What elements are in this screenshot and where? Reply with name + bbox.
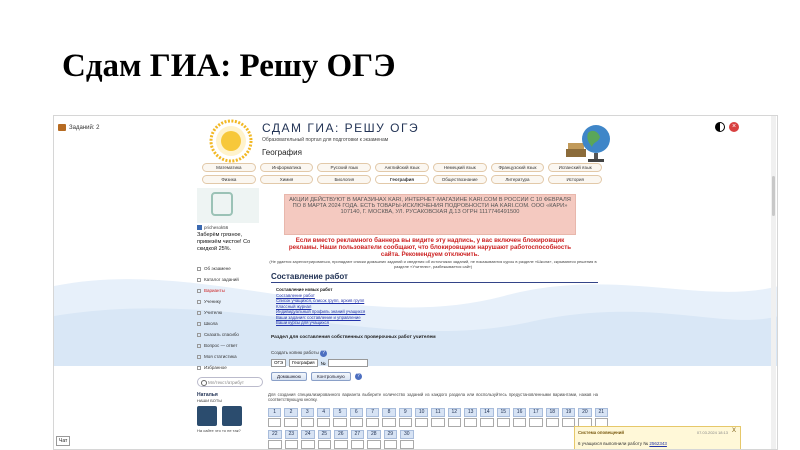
task-count-input[interactable]: [334, 440, 348, 449]
task-cell: [384, 430, 398, 450]
task-count-input[interactable]: [350, 418, 363, 427]
tasks-label: Заданий: 2: [69, 124, 100, 131]
tab-subject[interactable]: Русский язык: [317, 163, 371, 172]
subject-tabs: [202, 163, 602, 187]
task-cell: [334, 430, 348, 450]
task-count-input[interactable]: [513, 418, 526, 427]
link-item[interactable]: Классный журнал: [276, 303, 312, 309]
link-item[interactable]: Ваши задания: составление и управление: [276, 314, 361, 320]
task-count-input[interactable]: [317, 418, 330, 427]
task-cell: [578, 408, 591, 428]
instructions-note: Для создания специализированного варианта выберите количество заданий из каждого раздела или воспользуйтесь предустановленными вариантами, нажав на соответствующую кнопку.: [268, 392, 598, 402]
vk-icon: [197, 225, 202, 230]
number-label: №: [320, 360, 326, 366]
task-cell: [284, 408, 297, 428]
task-cell: [480, 408, 493, 428]
task-count-input[interactable]: [546, 418, 559, 427]
checkbox-icon: [197, 289, 201, 293]
browser-screenshot: [53, 115, 778, 450]
sidebar-item-label: Школа: [204, 321, 218, 326]
task-number-button[interactable]: 19: [562, 408, 575, 417]
task-cell: [350, 408, 363, 428]
task-count-input[interactable]: [384, 440, 398, 449]
adblock-warning: Если вместо рекламного баннера вы видите эту надпись, у вас включен блокировщик рекламы. Наши пользователи сообщают, что блокировщики нарушают работоспособность сайта. Рекомендуем отключить.: [288, 237, 572, 258]
homework-button[interactable]: Домашнюю: [271, 372, 307, 381]
bot-avatar[interactable]: [197, 406, 217, 426]
site-subtitle: Образовательный портал для подготовки к экзаменам: [262, 137, 389, 143]
task-number-button[interactable]: 11: [431, 408, 444, 417]
task-count-input[interactable]: [285, 440, 299, 449]
notification-link[interactable]: 2562343: [649, 441, 667, 446]
task-count-input[interactable]: [448, 418, 461, 427]
tab-subject[interactable]: Испанский язык: [548, 163, 602, 172]
promo-text[interactable]: Заберём грязное, привезём чистое! Со скидкой 25%.: [197, 232, 251, 252]
sidebar-item[interactable]: [197, 318, 263, 329]
notification-time: 07.03.2024 18:13: [696, 430, 728, 435]
current-subject: География: [262, 148, 302, 157]
create-label-row: [271, 350, 327, 357]
slide-title: Сдам ГИА: Решу ОГЭ: [62, 48, 396, 84]
task-cell: [285, 430, 299, 450]
task-number-button[interactable]: 22: [268, 430, 282, 439]
task-number-button[interactable]: 27: [351, 430, 365, 439]
task-cell: [318, 430, 332, 450]
task-cell: [366, 408, 379, 428]
create-label: Создать копию работы: [271, 350, 319, 355]
task-count-input[interactable]: [301, 418, 314, 427]
task-number-button[interactable]: 25: [318, 430, 332, 439]
work-number-input[interactable]: [328, 359, 368, 367]
checkbox-icon: [197, 278, 201, 282]
checkbox-icon: [197, 311, 201, 315]
checkbox-icon: [197, 355, 201, 359]
sidebar-item-label: Вопрос — ответ: [204, 343, 238, 348]
sidebar-item-label: Варианты: [204, 288, 225, 293]
sidebar-item-label: Сказать спасибо: [204, 332, 239, 337]
task-count-input[interactable]: [497, 418, 510, 427]
task-number-button[interactable]: 24: [301, 430, 315, 439]
search-input[interactable]: Мл/текст/атрибут: [197, 377, 263, 387]
task-number-button[interactable]: 12: [448, 408, 461, 417]
task-cell: [448, 408, 461, 428]
sidebar-item[interactable]: [197, 285, 263, 296]
task-count-input[interactable]: [318, 440, 332, 449]
task-cell: [415, 408, 428, 428]
bot-avatar[interactable]: [222, 406, 242, 426]
sidebar-item[interactable]: [197, 340, 263, 351]
link-item[interactable]: Составление работ: [276, 292, 315, 298]
bots-label: НАШИ БОТЫ: [197, 398, 222, 403]
task-cell: [497, 408, 510, 428]
task-number-button[interactable]: 15: [497, 408, 510, 417]
checkbox-icon: [197, 333, 201, 337]
notification-title: Система оповещений: [578, 430, 624, 435]
task-number-button[interactable]: 18: [546, 408, 559, 417]
tab-subject[interactable]: Обществознание: [433, 175, 487, 184]
exam-select[interactable]: ОГЭ: [271, 359, 286, 367]
tab-subject[interactable]: Информатика: [260, 163, 314, 172]
tab-subject[interactable]: Французский язык: [491, 163, 545, 172]
task-count-input[interactable]: [301, 440, 315, 449]
task-cell: [529, 408, 542, 428]
task-count-input[interactable]: [268, 418, 281, 427]
task-number-button[interactable]: 6: [350, 408, 363, 417]
feedback-link[interactable]: На сайте что то не так?: [197, 428, 241, 433]
task-number-button[interactable]: 10: [415, 408, 428, 417]
task-count-input[interactable]: [351, 440, 365, 449]
task-cell: [367, 430, 381, 450]
user-name[interactable]: Наталья: [197, 392, 218, 398]
task-number-button[interactable]: 13: [464, 408, 477, 417]
task-count-input[interactable]: [367, 440, 381, 449]
sidebar-item[interactable]: [197, 296, 263, 307]
task-cell: [400, 430, 414, 450]
sidebar-item-label: Избранное: [204, 365, 227, 370]
task-cell: [546, 408, 559, 428]
task-count-input[interactable]: [284, 418, 297, 427]
task-number-button[interactable]: 20: [578, 408, 591, 417]
task-count-input[interactable]: [268, 440, 282, 449]
close-icon[interactable]: ×: [729, 122, 739, 132]
task-cell: [513, 408, 526, 428]
briefcase-icon: [58, 124, 66, 131]
task-number-button[interactable]: 30: [400, 430, 414, 439]
task-count-input[interactable]: [333, 418, 346, 427]
notification-body: [578, 441, 667, 446]
sidebar-item[interactable]: [197, 307, 263, 318]
task-count-input[interactable]: [399, 418, 412, 427]
task-count-input[interactable]: [529, 418, 542, 427]
checkbox-icon: [197, 344, 201, 348]
notification-popup: [574, 426, 741, 450]
help-icon[interactable]: ?: [320, 350, 327, 357]
task-number-button[interactable]: 14: [480, 408, 493, 417]
task-count-input[interactable]: [400, 440, 414, 449]
tasks-counter[interactable]: [58, 124, 100, 131]
promo-username: prichesok56: [204, 225, 229, 230]
task-number-button[interactable]: 4: [317, 408, 330, 417]
sidebar-item[interactable]: [197, 362, 263, 373]
tab-subject[interactable]: Физика: [202, 175, 256, 184]
control-work-button[interactable]: Контрольную: [311, 372, 351, 381]
task-count-input[interactable]: [382, 418, 395, 427]
task-count-input[interactable]: [431, 418, 444, 427]
teacher-heading: Раздел для составления собственных проверочных работ учителем: [271, 335, 436, 340]
task-number-button[interactable]: 1: [268, 408, 281, 417]
subject-select[interactable]: География: [289, 359, 317, 367]
task-number-button[interactable]: 16: [513, 408, 526, 417]
sidebar-item[interactable]: [197, 263, 263, 274]
task-number-grid: [268, 408, 608, 450]
task-count-input[interactable]: [464, 418, 477, 427]
contrast-icon[interactable]: [715, 122, 725, 132]
promo-banner[interactable]: [197, 188, 259, 223]
task-cell: [301, 430, 315, 450]
task-number-button[interactable]: 21: [595, 408, 608, 417]
sidebar-item-label: Ученику: [204, 299, 221, 304]
info-line: (Не удается зарегистрироваться, пропадают списки домашних заданий и сведения об источниках заданий, не показываются курсы в разделе «Школа», скрываются решения в разделе «Учителю», разбежывается сайт): [269, 259, 597, 269]
sidebar-item[interactable]: [197, 274, 263, 285]
task-number-button[interactable]: 2: [284, 408, 297, 417]
links-list: [276, 287, 365, 326]
sidebar-item[interactable]: [197, 351, 263, 362]
promo-user[interactable]: [197, 225, 263, 230]
scrollbar-thumb[interactable]: [772, 176, 775, 216]
checkbox-icon: [197, 366, 201, 370]
help-icon[interactable]: ?: [355, 373, 362, 380]
tab-subject[interactable]: История: [548, 175, 602, 184]
sidebar: [197, 188, 263, 433]
task-cell: [562, 408, 575, 428]
tab-subject[interactable]: Немецкий язык: [433, 163, 487, 172]
sidebar-item-label: Моя статистика: [204, 354, 237, 359]
tab-subject[interactable]: Математика: [202, 163, 256, 172]
task-number-button[interactable]: 8: [382, 408, 395, 417]
create-form: [271, 359, 368, 367]
task-cell: [382, 408, 395, 428]
site-title[interactable]: СДАМ ГИА: РЕШУ ОГЭ: [262, 121, 420, 135]
sidebar-item-label: Об экзамене: [204, 266, 231, 271]
sidebar-item-label: Каталог заданий: [204, 277, 239, 282]
notification-text: 6 учащихся выполнили работу №: [578, 441, 649, 446]
task-count-input[interactable]: [415, 418, 428, 427]
sidebar-item-label: Учителю: [204, 310, 223, 315]
tab-subject[interactable]: Английский язык: [375, 163, 429, 172]
link-item[interactable]: Ваши курсы для учащихся: [276, 320, 329, 325]
task-number-button[interactable]: 7: [366, 408, 379, 417]
task-cell: [268, 408, 281, 428]
task-cell: [464, 408, 477, 428]
section-title: Составление работ: [271, 272, 598, 283]
tab-subject[interactable]: Биология: [317, 175, 371, 184]
checkbox-icon: [197, 300, 201, 304]
tab-subject[interactable]: Литература: [491, 175, 545, 184]
task-cell: [399, 408, 412, 428]
checkbox-icon: [197, 267, 201, 271]
task-cell: [317, 408, 330, 428]
task-number-button[interactable]: 3: [301, 408, 314, 417]
promo-image: [211, 192, 233, 216]
checkbox-icon: [197, 322, 201, 326]
task-number-button[interactable]: 9: [399, 408, 412, 417]
chat-button[interactable]: Чат: [56, 436, 70, 446]
links-heading: Составление новых работ: [276, 287, 333, 292]
task-cell: [301, 408, 314, 428]
task-number-button[interactable]: 26: [334, 430, 348, 439]
task-cell: [351, 430, 365, 450]
task-number-button[interactable]: 5: [333, 408, 346, 417]
task-cell: [268, 430, 282, 450]
task-cell: [431, 408, 444, 428]
side-menu: [197, 263, 263, 373]
tab-subject[interactable]: Химия: [260, 175, 314, 184]
sidebar-item[interactable]: [197, 329, 263, 340]
notification-close-button[interactable]: X: [731, 428, 736, 434]
globe-icon: [564, 119, 612, 163]
task-number-button[interactable]: 17: [529, 408, 542, 417]
task-number-button[interactable]: 28: [367, 430, 381, 439]
link-item[interactable]: Индивидуальный профиль знаний учащихся: [276, 309, 366, 314]
sun-logo-icon[interactable]: [209, 119, 253, 163]
task-cell: [595, 408, 608, 428]
task-count-input[interactable]: [366, 418, 379, 427]
scrollbar[interactable]: [771, 116, 776, 450]
task-number-button[interactable]: 23: [285, 430, 299, 439]
ad-banner[interactable]: АКЦИИ ДЕЙСТВУЮТ В МАГАЗИНАХ KARI, ИНТЕРНЕТ-МАГАЗИНЕ KARI.COM В РОССИИ С 10 ФЕВРАЛЯ ПО 8 МАРТА 2024 ГОДА. ЕСТЬ ТОВАРЫ-ИСКЛЮЧЕНИЯ ПОДРОБНОСТИ НА KARI.COM. ООО «КАРИ» 107140, Г. МОСКВА, УЛ. РУСАКОВСКАЯ Д.13 ОГРН 1117746491500: [284, 194, 576, 235]
link-item[interactable]: Список учащихся, список групп, архив групп: [276, 298, 365, 303]
task-cell: [333, 408, 346, 428]
tab-active[interactable]: География: [375, 175, 429, 184]
task-count-input[interactable]: [480, 418, 493, 427]
task-number-button[interactable]: 29: [384, 430, 398, 439]
